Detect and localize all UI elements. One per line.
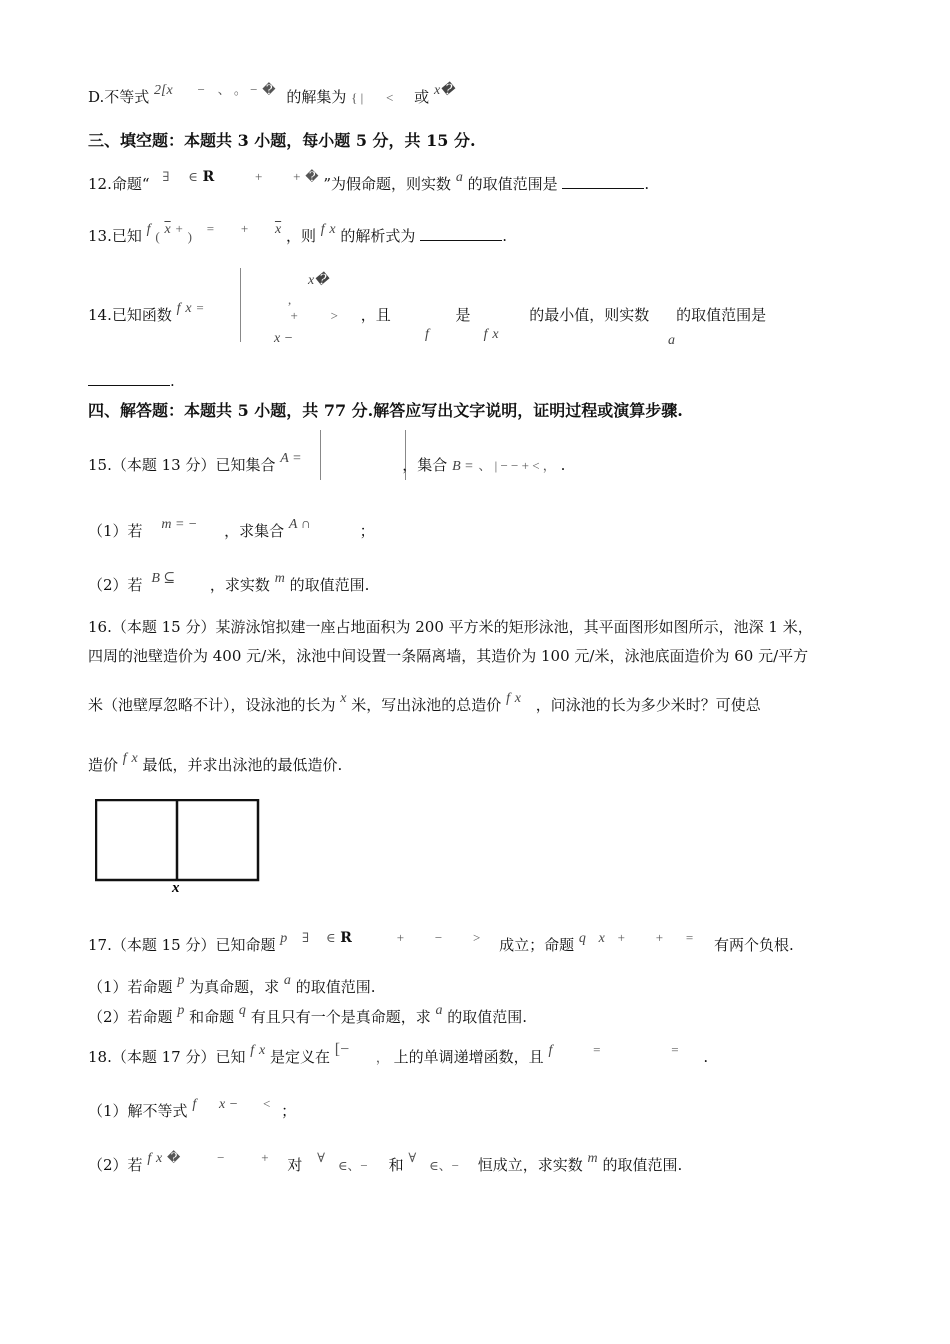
q14-comma: , <box>288 292 292 307</box>
q16-line-2: 四周的池壁造价为 400 元/米，泳池中间设置一条隔离墙，其造价为 100 元/米，泳池底面造价为 60 元/平方 <box>88 647 809 665</box>
q13-prefix: 13.已知 <box>88 227 142 245</box>
q18-f: f <box>250 1043 255 1058</box>
q17-p2-p: p <box>177 1003 185 1018</box>
q15-part-2 <box>88 571 370 598</box>
q15-p2-var: m <box>274 571 285 586</box>
q18-p2-x: x <box>156 1151 163 1166</box>
q15-text-1: ，集合 <box>402 456 448 474</box>
q14-f-2: f <box>425 327 429 342</box>
q14-text-2: 是 <box>455 306 471 324</box>
q12-r: R <box>202 169 215 185</box>
q14-case-1-expr: x� <box>308 273 329 288</box>
q12-var: a <box>455 170 463 185</box>
q18-frag-1: ， <box>375 1050 389 1065</box>
q16-line-4a: 造价 <box>88 756 119 774</box>
q14-x-2: x <box>492 327 499 342</box>
q15-set-a: A = <box>280 451 302 466</box>
q17-minus: − <box>434 930 443 945</box>
q16-line-3 <box>88 691 761 718</box>
q16-line-3c: ，问泳池的长为多少米时？可使总 <box>535 696 761 714</box>
q17-eq: = <box>685 930 694 945</box>
option-d-or: 或 <box>414 88 430 106</box>
q18-p2-text-3: 恒成立，求实数 <box>477 1156 583 1174</box>
q16-f-2: f <box>122 751 127 766</box>
q15-p2-expr: B ⊆ <box>151 571 176 586</box>
q17-p2-label: （2）若命题 <box>88 1008 173 1026</box>
q15-set-b-frag: 、 | − − + < ， <box>478 458 556 473</box>
q18-p2-in-2: ∈、− <box>429 1158 459 1173</box>
q18-p2-minus: − <box>217 1150 225 1165</box>
q17-r: R <box>340 930 352 946</box>
q12-plus-2: + <box>293 169 301 184</box>
q18-p2-text-2: 和 <box>388 1156 404 1174</box>
q13-blank[interactable] <box>420 226 502 241</box>
pool-figure <box>95 799 265 895</box>
q17-plus: + <box>396 930 405 945</box>
q18-p1-end: ； <box>281 1102 297 1120</box>
q13-plus: + <box>175 221 183 236</box>
q17-q: q <box>578 931 586 946</box>
option-d-expr: 2[x <box>154 83 173 98</box>
q14-var-line <box>668 328 675 352</box>
q13-end: . <box>502 227 507 245</box>
q15-end: . <box>560 456 566 474</box>
q13-x-2: $\overline{x}$ <box>274 222 282 237</box>
q13-paren: ( <box>155 229 160 244</box>
q12-prefix: 12.命题“ <box>88 175 150 193</box>
option-d-label: D.不等式 <box>88 88 150 106</box>
option-d-line <box>88 82 455 110</box>
q17-p2-a: a <box>435 1003 443 1018</box>
q17-prefix: 17.（本题 15 分）已知命题 <box>88 936 276 954</box>
section-3-title: 三、填空题：本题共 3 小题，每小题 5 分，共 15 分. <box>88 131 476 150</box>
q17-p2-q: q <box>238 1003 246 1018</box>
q15-p2-label: （2）若 <box>88 576 143 594</box>
q14-f-3: f <box>483 327 488 342</box>
q18-part-2 <box>88 1150 683 1178</box>
q17-part-2 <box>88 1003 528 1030</box>
q15-p1-end: ； <box>359 522 375 540</box>
q14-plus: + <box>290 308 298 323</box>
q18-p2-plus: + <box>261 1150 269 1165</box>
q12-glyph: � <box>305 169 319 184</box>
q18-p2-forall-1: ∀ <box>317 1150 326 1165</box>
q18-x: x <box>258 1043 266 1058</box>
q12-text-2: 的取值范围是 <box>467 175 558 193</box>
q18-p2-in-1: ∈、− <box>337 1158 368 1173</box>
q18-end: . <box>703 1048 709 1066</box>
q14-answer-line <box>88 370 175 392</box>
q14-text-3: 的最小值，则实数 <box>529 306 650 324</box>
q18-line <box>88 1041 709 1070</box>
q18-p2-text-1: 对 <box>287 1156 303 1174</box>
q16-var-x: x <box>340 691 347 706</box>
q12-plus-1: + <box>254 169 263 184</box>
q18-prefix: 18.（本题 17 分）已知 <box>88 1048 246 1066</box>
q17-p2-end: 的取值范围. <box>447 1008 528 1026</box>
q13-text: ，则 <box>285 227 316 245</box>
q14-end: . <box>170 372 175 390</box>
q18-p1-f: f <box>192 1097 197 1112</box>
q17-p1-end: 的取值范围. <box>295 978 376 996</box>
q15-p2-text: ，求实数 <box>209 576 270 594</box>
q17-plus-3: + <box>655 930 664 945</box>
q14-case-2-expr: x − <box>274 331 294 346</box>
q13-f-2: f <box>320 222 325 237</box>
q15-line <box>88 451 566 478</box>
q14-f: f <box>176 301 181 316</box>
q17-p2-text-1: 和命题 <box>189 1008 235 1026</box>
q16-line-4 <box>88 751 343 778</box>
pool-length-label: x <box>172 880 180 895</box>
option-d-glyph: � <box>262 82 276 97</box>
q16-line-1: 16.（本题 15 分）某游泳馆拟建一座占地面积为 200 平方米的矩形泳池，其平面图形如图所示，池深 1 米， <box>88 618 813 636</box>
q18-p2-end: 的取值范围. <box>602 1156 683 1174</box>
q16-f: f <box>506 691 510 706</box>
q17-text-2: 有两个负根. <box>714 936 794 954</box>
q13-line <box>88 221 507 249</box>
q14-blank[interactable] <box>88 371 170 386</box>
q17-p1-var: p <box>177 973 185 988</box>
q18-text-2: 上的单调递增函数，且 <box>393 1048 544 1066</box>
q18-p2-label: （2）若 <box>88 1156 143 1174</box>
q18-f-2: f <box>548 1043 553 1058</box>
q13-x-3: x <box>329 222 336 237</box>
q13-f: f <box>146 222 151 237</box>
q18-p1-lt: < <box>262 1096 271 1111</box>
q14-case-1 <box>308 268 329 292</box>
q16-line-3a: 米（池壁厚忽略不计），设泳池的长为 <box>88 696 336 714</box>
q18-p1-label: （1）解不等式 <box>88 1102 188 1120</box>
section-4-title: 四、解答题：本题共 5 小题，共 77 分.解答应写出文字说明，证明过程或演算步骤. <box>88 401 683 420</box>
option-d-lt: < <box>386 90 394 105</box>
q17-text-1: 成立；命题 <box>499 936 575 954</box>
q12-end: . <box>644 175 650 193</box>
q12-line <box>88 169 650 197</box>
option-d-frag-1: − <box>197 82 205 97</box>
q16-line-4b: 最低，并求出泳池的最低造价. <box>142 756 343 774</box>
q17-plus-2: + <box>617 930 626 945</box>
q17-gt: > <box>472 930 481 945</box>
q14-gt: > <box>330 308 338 323</box>
q15-p2-end: 的取值范围. <box>289 576 370 594</box>
q17-p1-label: （1）若命题 <box>88 978 173 996</box>
q15-p1-text: ，求集合 <box>224 522 285 540</box>
q14-text-4: 的取值范围是 <box>676 306 767 324</box>
q15-p1-label: （1）若 <box>88 522 143 540</box>
q16-f-x: x <box>514 691 521 706</box>
q14-under <box>425 322 499 346</box>
q14-eq: = <box>196 300 204 315</box>
q12-blank[interactable] <box>562 174 644 189</box>
q13-x: $\overline{x}$ <box>164 222 171 237</box>
q18-p1-expr: x − <box>219 1097 239 1112</box>
q17-part-1 <box>88 973 376 1000</box>
q14-prefix: 14.已知函数 <box>88 306 172 324</box>
q18-p2-m: m <box>587 1151 598 1166</box>
q12-text: ”为假命题，则实数 <box>323 175 452 193</box>
q18-p2-f: f <box>147 1151 152 1166</box>
q14-var: a <box>668 333 675 348</box>
q15-prefix: 15.（本题 13 分）已知集合 <box>88 456 276 474</box>
q13-eq: = <box>206 221 215 236</box>
q14-text-1: ，且 <box>360 306 391 324</box>
q18-eq-2: = <box>671 1042 679 1057</box>
q17-p1-a: a <box>283 973 291 988</box>
q12-exists: ∃ <box>162 169 170 184</box>
q17-p1-text: 为真命题，求 <box>189 978 280 996</box>
option-d-frag-2: 、 。 − <box>217 82 258 97</box>
option-d-x: x� <box>433 83 455 98</box>
q16-f-x-2: x <box>131 751 138 766</box>
q13-plus-2: + <box>240 221 249 236</box>
q17-p: p <box>280 931 288 946</box>
q13-close: ) <box>187 229 192 244</box>
q18-p2-forall-2: ∀ <box>408 1150 417 1165</box>
q18-p2-glyph: � <box>167 1150 181 1165</box>
option-d-set: { | <box>351 90 364 105</box>
q17-exists: ∃ <box>302 930 310 945</box>
q15-p1-expr: m = − <box>161 517 198 532</box>
q12-in: ∈ <box>188 169 198 184</box>
q15-set-b: B = <box>452 459 474 474</box>
q13-text-2: 的解析式为 <box>340 227 416 245</box>
q17-in: ∈ <box>325 930 336 945</box>
q15-part-1 <box>88 517 375 544</box>
q18-eq-1: = <box>593 1042 601 1057</box>
q17-x: x <box>598 931 605 946</box>
q16-line-3b: 米，写出泳池的总造价 <box>351 696 502 714</box>
q17-p2-text-2: 有且只有一个是真命题，求 <box>250 1008 431 1026</box>
q14-x: x <box>185 301 192 316</box>
q15-p1-expr-2: A ∩ <box>288 517 311 532</box>
q18-text-1: 是定义在 <box>269 1048 330 1066</box>
q17-line <box>88 930 794 958</box>
q18-part-1 <box>88 1096 297 1124</box>
q14-case-2 <box>274 326 293 350</box>
option-d-text: 的解集为 <box>286 88 347 106</box>
q18-bracket: [− <box>334 1041 350 1058</box>
